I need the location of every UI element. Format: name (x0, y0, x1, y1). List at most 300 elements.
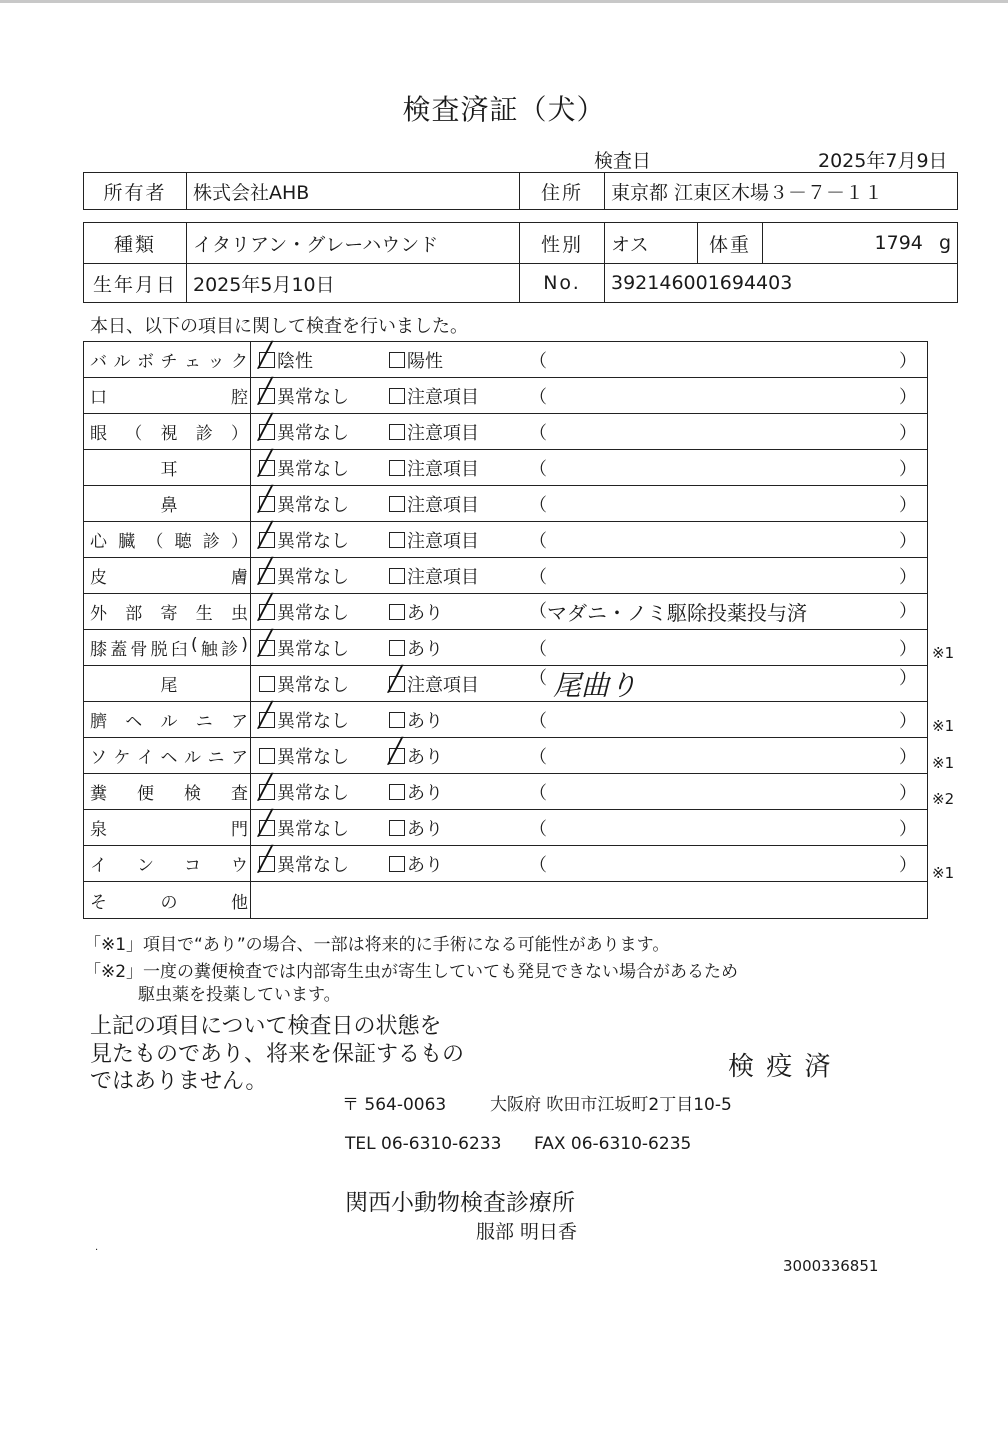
option-label: 異常なし (277, 422, 349, 444)
paren-open: （ (529, 854, 547, 876)
label-char: ニ (195, 712, 213, 732)
scan-top-edge (0, 0, 1008, 3)
label-char: 糞 (90, 784, 107, 804)
checklist-result-cell (251, 558, 927, 593)
option-label: 異常なし (277, 386, 349, 408)
label-char: 虫 (231, 604, 248, 624)
checklist-result-cell (251, 342, 927, 377)
clinic-address: 大阪府 吹田市江坂町2丁目10-5 (490, 1095, 732, 1115)
checklist-row (84, 774, 928, 810)
checklist-result-cell (251, 666, 927, 701)
option-label: あり (407, 746, 443, 768)
paren-close: ） (899, 746, 917, 768)
intro-text: 本日、以下の項目に関して検査を行いました。 (90, 316, 468, 337)
label-char: ヘ (160, 748, 178, 768)
option-label: あり (407, 854, 443, 876)
checklist-row (84, 810, 928, 846)
checkbox-icon[interactable] (258, 808, 275, 837)
option-label: 注意項目 (407, 422, 479, 444)
disclaimer-line-1: 上記の項目について検査日の状態を (90, 1014, 442, 1039)
check-mark-icon: ╱ (388, 736, 403, 765)
label-char: ア (231, 712, 248, 732)
checkbox-icon[interactable] (388, 664, 405, 693)
checkbox-icon[interactable] (389, 388, 405, 404)
address-label: 住所 (520, 173, 605, 210)
address-value: 東京都 江東区木場３－７－１１ (605, 173, 958, 210)
checklist-item-name (84, 810, 251, 846)
option-label: 異常なし (277, 458, 349, 480)
paren-open: （ (529, 638, 547, 660)
note-2-line-1: 「※2」一度の糞便検査では内部寄生虫が寄生していても発見できない場合があるため (84, 962, 739, 982)
label-char: ） (230, 532, 248, 552)
check-mark-icon: ╱ (258, 556, 273, 585)
checkbox-icon[interactable] (389, 496, 405, 512)
checklist-result (251, 594, 928, 630)
option-normal[interactable] (251, 628, 389, 661)
label-char: ル (160, 712, 178, 732)
checklist-item-name (84, 774, 251, 810)
label-char: 診 (221, 640, 239, 660)
label-char: 眼 (90, 424, 107, 444)
label-char: 外 (90, 604, 107, 624)
option-label: 異常なし (277, 602, 349, 624)
option-normal[interactable] (251, 844, 389, 877)
paren-open: （ (529, 494, 547, 516)
owner-label: 所有者 (84, 173, 187, 210)
paren-close: ） (899, 566, 917, 588)
checkbox-icon[interactable] (258, 592, 275, 621)
paren-close: ） (899, 710, 917, 732)
label-char: バ (90, 352, 107, 372)
option-label: 注意項目 (407, 566, 479, 588)
label-char: 口 (90, 388, 107, 408)
label-char: ケ (113, 748, 131, 768)
option-abnormal[interactable] (389, 563, 521, 589)
check-mark-icon: ╱ (258, 808, 273, 837)
option-normal[interactable] (251, 592, 389, 625)
pet-info-table (83, 222, 958, 303)
option-label: 異常なし (277, 530, 349, 552)
option-normal[interactable] (251, 340, 389, 373)
checklist-item-label (90, 851, 248, 876)
label-char: 生 (195, 604, 213, 624)
paren-open: （ (529, 350, 547, 372)
label-char: 膝 (90, 640, 107, 660)
option-abnormal[interactable] (389, 491, 521, 517)
option-label: あり (407, 710, 443, 732)
comment-field (521, 455, 927, 481)
checkbox-icon[interactable] (258, 412, 275, 441)
checklist-row (84, 702, 928, 738)
check-mark-icon: ╱ (258, 376, 273, 405)
checklist-result (251, 414, 928, 450)
comment-text (547, 383, 899, 409)
paren-open: （ (529, 782, 547, 804)
option-abnormal[interactable] (389, 635, 521, 661)
comment-text (547, 635, 899, 661)
checklist-row (84, 630, 928, 666)
label-char: （ (146, 532, 164, 552)
checkbox-icon[interactable] (389, 640, 405, 656)
paren-close: ） (899, 350, 917, 372)
comment-text (547, 527, 899, 553)
checklist-row (84, 342, 928, 378)
other-label (84, 882, 251, 919)
option-abnormal[interactable] (389, 419, 521, 445)
checkbox-icon[interactable] (258, 520, 275, 549)
remark-mark: ※1 (932, 717, 955, 735)
option-abnormal[interactable] (388, 664, 521, 697)
check-mark-icon: ╱ (388, 664, 403, 693)
option-label: 陰性 (277, 350, 313, 372)
comment-text (547, 851, 899, 877)
label-char: ン (137, 856, 154, 876)
checklist-row (84, 414, 928, 450)
checklist-item-name (84, 414, 251, 450)
option-abnormal[interactable] (389, 851, 521, 877)
note-1: 「※1」項目で“あり”の場合、一部は将来的に手術になる可能性があります。 (84, 935, 670, 955)
option-label: あり (407, 602, 443, 624)
checkbox-icon[interactable] (258, 340, 275, 369)
check-mark-icon: ╱ (258, 412, 273, 441)
comment-field (521, 815, 927, 841)
label-char: ク (231, 352, 248, 372)
checklist-item-label (90, 635, 248, 660)
label-char: 便 (137, 784, 154, 804)
label-char: ッ (207, 352, 225, 372)
checkbox-icon[interactable] (258, 448, 275, 477)
label-char: ） (231, 424, 248, 444)
option-label: 異常なし (277, 494, 349, 516)
checkbox-icon[interactable] (258, 556, 275, 585)
label-char: 触 (200, 640, 218, 660)
comment-field (521, 635, 927, 661)
label-char: 診 (195, 424, 213, 444)
label-char: 臼 (170, 640, 188, 660)
checklist-result-cell (251, 846, 927, 881)
comment-text (547, 707, 899, 733)
comment-field (521, 347, 927, 373)
comment-text (547, 419, 899, 445)
option-normal[interactable] (251, 448, 389, 481)
checklist-result (251, 378, 928, 414)
label-char: そ (90, 892, 107, 913)
checklist-result-cell (251, 378, 927, 413)
weight-unit: g (938, 232, 951, 254)
checklist-result-cell (251, 702, 927, 737)
label-char: 門 (231, 820, 248, 840)
birth-value: 2025年5月10日 (187, 264, 520, 303)
checklist-item-name (84, 846, 251, 882)
comment-field (521, 563, 927, 589)
label-char: 骨 (130, 640, 148, 660)
checklist-result-cell (251, 738, 927, 773)
clinic-name: 関西小動物検査診療所 (345, 1190, 575, 1216)
option-label: あり (407, 818, 443, 840)
paren-open: （ (529, 566, 547, 588)
label-char: 部 (125, 604, 143, 624)
comment-field (521, 491, 927, 517)
other-value (251, 882, 928, 919)
paren-close: ） (899, 818, 917, 840)
label-char: コ (184, 856, 201, 876)
option-label: 異常なし (277, 746, 349, 768)
paren-open: （ (529, 667, 547, 689)
checkbox-icon[interactable] (258, 700, 275, 729)
option-label: 異常なし (277, 854, 349, 876)
comment-text (547, 779, 899, 805)
checklist-result (251, 450, 928, 486)
weight-value: 1794 (874, 232, 923, 254)
checklist-table (83, 341, 928, 919)
checklist-result (251, 522, 928, 558)
checkbox-icon[interactable] (389, 424, 405, 440)
option-label: あり (407, 638, 443, 660)
check-mark-icon: ╱ (258, 844, 273, 873)
comment-text (547, 743, 899, 769)
disclaimer-line-3: ではありません。 (90, 1069, 268, 1094)
label-char: イ (90, 856, 107, 876)
checklist-item-name (84, 522, 251, 558)
comment-field (521, 851, 927, 877)
owner-value: 株式会社AHB (187, 173, 520, 210)
label-char: 査 (231, 784, 248, 804)
checkbox-icon[interactable] (389, 712, 405, 728)
check-mark-icon: ╱ (258, 700, 273, 729)
option-label: 注意項目 (407, 458, 479, 480)
label-char: 蓋 (110, 640, 128, 660)
label-char: ヘ (125, 712, 143, 732)
checkbox-icon[interactable] (388, 736, 405, 765)
checklist-result-cell (251, 414, 927, 449)
option-label: 注意項目 (407, 674, 479, 696)
checkbox-icon[interactable] (259, 748, 275, 764)
checklist-item-label (90, 743, 248, 768)
comment-text (547, 491, 899, 517)
inspection-date: 2025年7月9日 (818, 150, 948, 172)
checkbox-icon[interactable] (258, 484, 275, 513)
tel: TEL 06-6310-6233 (345, 1134, 502, 1154)
option-abnormal[interactable] (389, 779, 521, 805)
paren-close: ） (899, 601, 917, 622)
checkbox-icon[interactable] (389, 604, 405, 620)
remark-mark: ※1 (932, 643, 955, 662)
check-mark-icon: ╱ (258, 592, 273, 621)
option-abnormal[interactable] (389, 707, 521, 733)
birth-label: 生年月日 (84, 264, 187, 303)
option-abnormal[interactable] (389, 455, 521, 481)
checklist-item-name (84, 594, 251, 630)
option-abnormal[interactable] (389, 347, 521, 373)
checkbox-icon[interactable] (258, 772, 275, 801)
checklist-result-cell (251, 594, 927, 629)
label-char: 聴 (174, 532, 192, 552)
paren-open: （ (529, 530, 547, 552)
option-normal[interactable] (251, 743, 389, 769)
weight-label: 体重 (698, 223, 763, 264)
checkbox-icon[interactable] (259, 676, 275, 692)
checklist-row (84, 594, 928, 630)
checklist-item-label (90, 815, 248, 840)
comment-text: マダニ・ノミ駆除投薬投与済 (547, 601, 807, 625)
option-normal[interactable] (251, 484, 389, 517)
label-char: ル (184, 748, 201, 768)
checkbox-icon[interactable] (389, 820, 405, 836)
checkbox-icon[interactable] (258, 376, 275, 405)
checklist-item-name (84, 558, 251, 594)
checklist-item-label (90, 383, 248, 408)
comment-text (547, 563, 899, 589)
checklist-item-label: 鼻 (160, 496, 178, 516)
checklist-result (251, 702, 928, 738)
checkbox-icon[interactable] (389, 784, 405, 800)
option-label: 異常なし (277, 782, 349, 804)
checklist-row (84, 738, 928, 774)
document-number: 3000336851 (783, 1257, 879, 1275)
check-mark-icon: ╱ (258, 340, 273, 369)
checkbox-icon[interactable] (389, 856, 405, 872)
checklist-row (84, 450, 928, 486)
checklist-result-cell (251, 486, 927, 521)
paren-close: ） (899, 638, 917, 660)
option-normal[interactable] (251, 772, 389, 805)
paren-open: （ (529, 422, 547, 444)
comment-text (547, 347, 899, 373)
paren-close: ） (899, 667, 917, 689)
checklist-result (251, 846, 928, 882)
label-char: ア (231, 748, 248, 768)
checklist-item-label: 尾 (160, 676, 178, 696)
option-abnormal[interactable] (388, 736, 521, 769)
option-normal[interactable] (251, 808, 389, 841)
paren-close: ） (899, 386, 917, 408)
checklist-result (251, 774, 928, 810)
checklist-item-name (84, 630, 251, 666)
breed-label: 種類 (84, 223, 187, 264)
sex-value: オス (605, 223, 698, 264)
checkbox-icon[interactable] (258, 844, 275, 873)
comment-text (547, 815, 899, 841)
no-value: 392146001694403 (605, 264, 958, 303)
option-normal[interactable] (251, 700, 389, 733)
remark-mark: ※2 (932, 790, 955, 809)
label-char: 腔 (231, 388, 248, 408)
option-label: 陽性 (407, 350, 443, 372)
other-label-text (90, 888, 248, 913)
paren-open: （ (529, 818, 547, 840)
checklist-result (251, 666, 928, 702)
disclaimer-line-2: 見たものであり、将来を保証するもの (90, 1042, 465, 1067)
option-normal[interactable] (251, 556, 389, 589)
label-char: ニ (207, 748, 225, 768)
label-char: 他 (231, 892, 248, 913)
checklist-item-name (84, 738, 251, 774)
label-char: ェ (184, 352, 201, 372)
paren-close: ） (899, 458, 917, 480)
option-abnormal[interactable] (389, 815, 521, 841)
checklist-result (251, 342, 928, 378)
checklist-item-label (90, 707, 248, 732)
label-char: 脱 (150, 640, 168, 660)
check-mark-icon: ╱ (258, 628, 273, 657)
comment-field (521, 419, 927, 445)
option-normal[interactable] (251, 376, 389, 409)
checklist-row (84, 486, 928, 522)
checklist-row (84, 558, 928, 594)
option-label: あり (407, 782, 443, 804)
label-char: チ (160, 352, 178, 372)
option-normal[interactable] (251, 671, 389, 697)
comment-text: 尾曲り (553, 668, 638, 702)
doctor-name: 服部 明日香 (476, 1221, 578, 1243)
option-label: 異常なし (277, 638, 349, 660)
option-normal[interactable] (251, 412, 389, 445)
label-char: イ (137, 748, 154, 768)
option-label: 異常なし (277, 818, 349, 840)
fax: FAX 06-6310-6235 (534, 1134, 692, 1154)
remark-mark: ※1 (932, 863, 955, 882)
no-label: No. (520, 264, 605, 303)
checkbox-icon[interactable] (389, 532, 405, 548)
option-label: 異常なし (277, 710, 349, 732)
check-mark-icon: ╱ (258, 484, 273, 513)
checklist-item-label (90, 419, 248, 444)
paren-open: （ (529, 746, 547, 768)
quarantine-stamp: 検 疫 済 (728, 1052, 833, 1082)
checklist-result (251, 486, 928, 522)
label-char: 診 (202, 532, 220, 552)
comment-field (521, 664, 927, 704)
label-char: （ (125, 424, 143, 444)
checklist-result-cell (251, 522, 927, 557)
option-abnormal[interactable] (389, 599, 521, 625)
label-char: ) (241, 635, 248, 655)
check-mark-icon: ╱ (258, 520, 273, 549)
option-abnormal[interactable] (389, 527, 521, 553)
checkbox-icon[interactable] (258, 628, 275, 657)
checklist-result-cell (251, 774, 927, 809)
sex-label: 性別 (520, 223, 605, 264)
label-char: ウ (231, 856, 248, 876)
option-normal[interactable] (251, 520, 389, 553)
checklist-row (84, 522, 928, 558)
checklist-item-label (90, 347, 248, 372)
check-mark-icon: ╱ (258, 772, 273, 801)
checklist-row (84, 846, 928, 882)
checklist-result-cell (251, 450, 927, 485)
inspection-date-label: 検査日 (594, 150, 652, 172)
paren-close: ） (899, 530, 917, 552)
paren-close: ） (899, 782, 917, 804)
label-char: 臓 (118, 532, 136, 552)
option-label: 注意項目 (407, 386, 479, 408)
paren-close: ） (899, 854, 917, 876)
label-char: 皮 (90, 568, 107, 588)
checkbox-icon[interactable] (389, 352, 405, 368)
checkbox-icon[interactable] (389, 568, 405, 584)
paren-close: ） (899, 422, 917, 444)
checklist-item-name (84, 378, 251, 414)
checkbox-icon[interactable] (389, 460, 405, 476)
checklist-result (251, 558, 928, 594)
label-char: 泉 (90, 820, 107, 840)
paren-close: ） (899, 494, 917, 516)
breed-value: イタリアン・グレーハウンド (187, 223, 520, 264)
checklist-item-label (90, 527, 248, 552)
option-abnormal[interactable] (389, 383, 521, 409)
label-char: 心 (90, 532, 107, 552)
checklist-row (84, 378, 928, 414)
